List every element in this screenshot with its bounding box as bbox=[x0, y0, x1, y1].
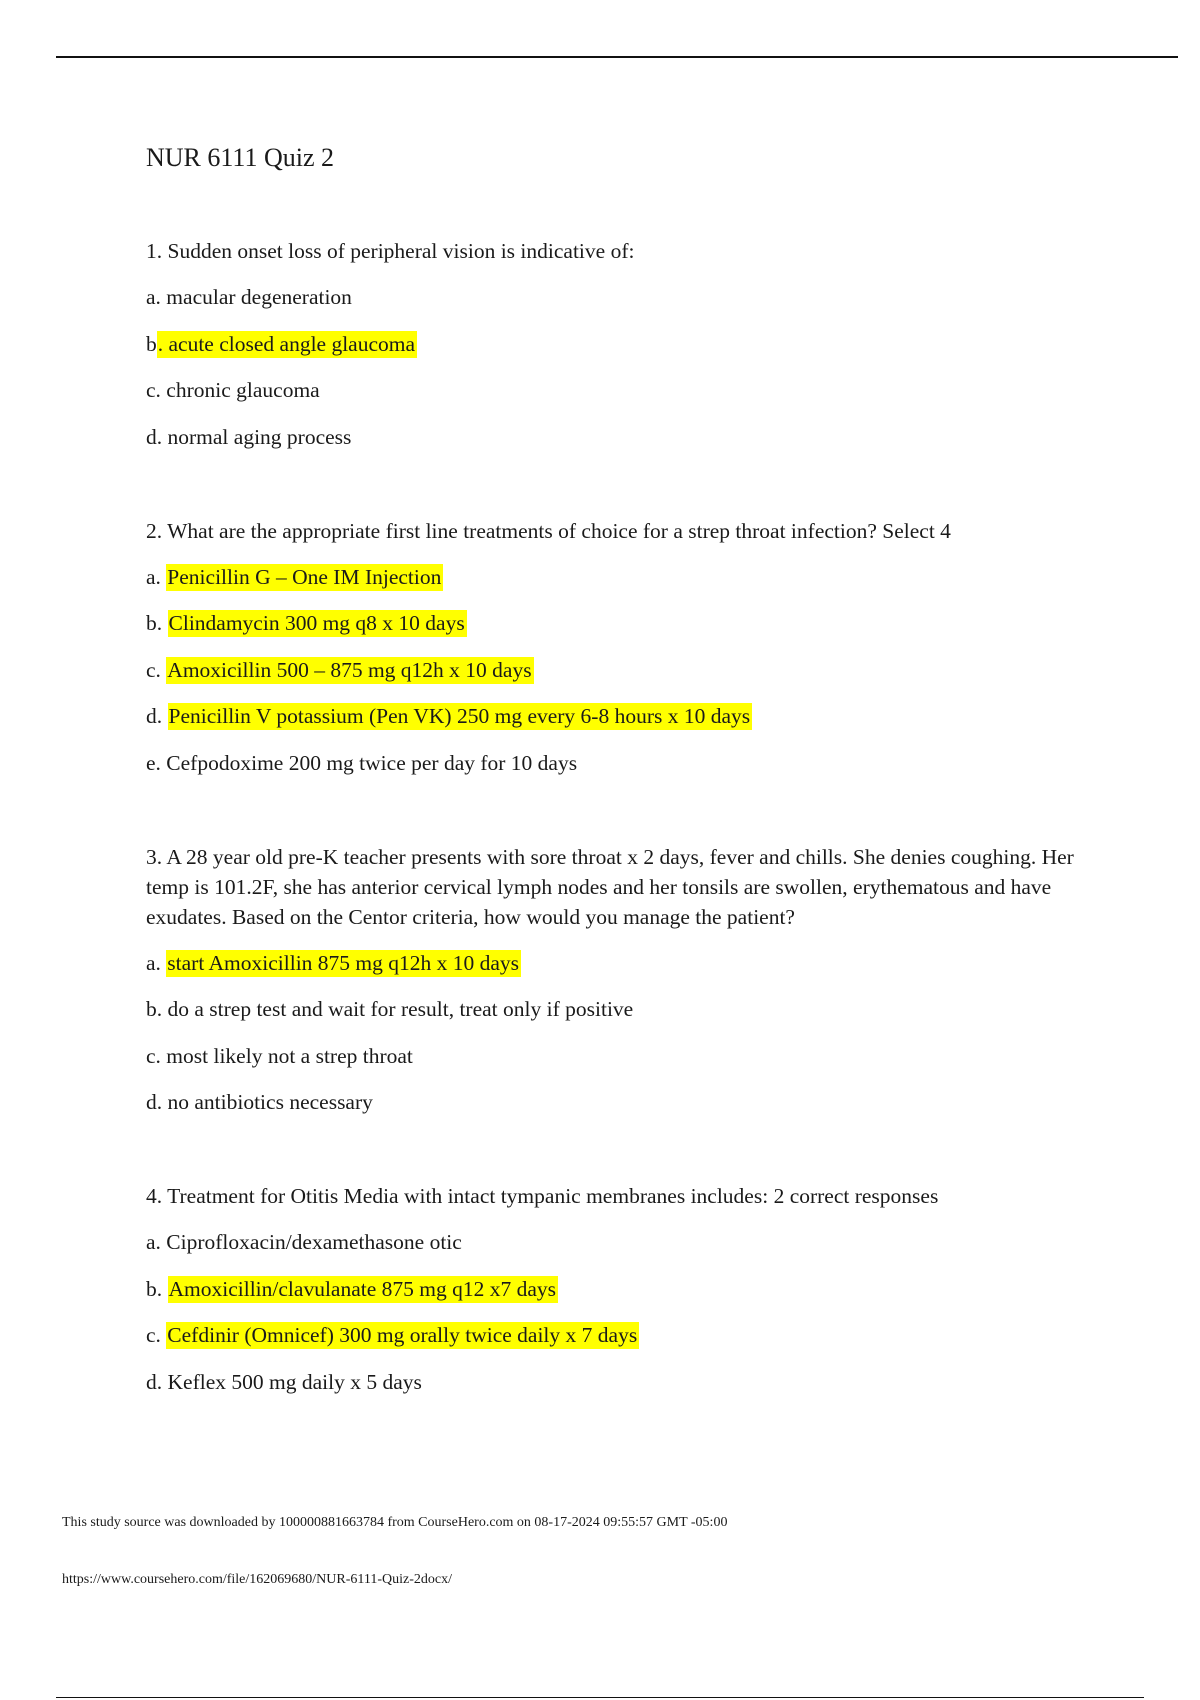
top-rule bbox=[56, 56, 1178, 58]
option-text: most likely not a strep throat bbox=[166, 1043, 413, 1068]
download-notice: This study source was downloaded by 100000881663784 from CourseHero.com on 08-17-2024 09:55:57 GMT -05:00 bbox=[62, 1515, 728, 1530]
option-text: Ciprofloxacin/dexamethasone otic bbox=[166, 1230, 462, 1255]
answer-option-highlighted: b. Amoxicillin/clavulanate 875 mg q12 x7 days bbox=[146, 1276, 557, 1301]
answer-option: d. Keflex 500 mg daily x 5 days bbox=[146, 1369, 422, 1394]
option-text: chronic glaucoma bbox=[166, 378, 320, 403]
answer-option-highlighted: a. Penicillin G – One IM Injection bbox=[146, 564, 442, 589]
answer-option: c. most likely not a strep throat bbox=[146, 1043, 413, 1068]
answer-option: d. no antibiotics necessary bbox=[146, 1090, 373, 1115]
option-text: macular degeneration bbox=[166, 285, 352, 310]
answer-option: b. do a strep test and wait for result, treat only if positive bbox=[146, 997, 634, 1022]
document-title: NUR 6111 Quiz 2 bbox=[146, 143, 335, 172]
option-text: Keflex 500 mg daily x 5 days bbox=[167, 1369, 422, 1394]
question-3 bbox=[146, 842, 1091, 1118]
answer-option-highlighted: a. start Amoxicillin 875 mg q12h x 10 days bbox=[146, 950, 520, 975]
source-url[interactable]: https://www.coursehero.com/file/162069680/NUR-6111-Quiz-2docx/ bbox=[62, 1572, 452, 1587]
question-prompt: 3. A 28 year old pre-K teacher presents with sore throat x 2 days, fever and chills. She denies coughing. Her temp is 101.2F, she has anterior cervical lymph nodes and her tonsils are swollen, erythematous and have exudates. Based on the Centor criteria, how would you manage the patient? bbox=[146, 844, 1074, 929]
answer-option-highlighted: b. Clindamycin 300 mg q8 x 10 days bbox=[146, 611, 465, 636]
highlighted-answer: start Amoxicillin 875 mg q12h x 10 days bbox=[167, 950, 520, 975]
highlighted-answer: Penicillin G – One IM Injection bbox=[167, 564, 442, 589]
option-text: Cefpodoxime 200 mg twice per day for 10 days bbox=[166, 750, 578, 775]
highlighted-answer: Amoxicillin 500 – 875 mg q12h x 10 days bbox=[167, 657, 532, 682]
highlighted-answer: Clindamycin 300 mg q8 x 10 days bbox=[168, 611, 465, 636]
answer-option: c. chronic glaucoma bbox=[146, 378, 320, 403]
highlighted-answer: Cefdinir (Omnicef) 300 mg orally twice daily x 7 days bbox=[167, 1323, 638, 1348]
answer-option-highlighted: c. Cefdinir (Omnicef) 300 mg orally twice daily x 7 days bbox=[146, 1323, 638, 1348]
question-prompt: 2. What are the appropriate first line treatments of choice for a strep throat infection? Select 4 bbox=[146, 518, 951, 543]
answer-option: e. Cefpodoxime 200 mg twice per day for 10 days bbox=[146, 750, 578, 775]
option-text: acute closed angle glaucoma bbox=[168, 331, 416, 356]
option-text: do a strep test and wait for result, treat only if positive bbox=[167, 997, 634, 1022]
answer-option-highlighted: c. Amoxicillin 500 – 875 mg q12h x 10 days bbox=[146, 657, 532, 682]
option-text: no antibiotics necessary bbox=[167, 1090, 373, 1115]
option-text: normal aging process bbox=[167, 424, 352, 449]
answer-option-highlighted: d. Penicillin V potassium (Pen VK) 250 mg every 6-8 hours x 10 days bbox=[146, 704, 751, 729]
question-4 bbox=[146, 1181, 1091, 1397]
quiz-document bbox=[146, 142, 1091, 1461]
question-prompt: 1. Sudden onset loss of peripheral vision is indicative of: bbox=[146, 239, 635, 264]
answer-option: a. macular degeneration bbox=[146, 285, 352, 310]
answer-option-highlighted: b. acute closed angle glaucoma bbox=[146, 331, 416, 356]
question-1 bbox=[146, 236, 1091, 452]
highlighted-answer: . acute closed angle glaucoma bbox=[157, 331, 416, 356]
answer-option: d. normal aging process bbox=[146, 424, 352, 449]
question-prompt: 4. Treatment for Otitis Media with intact tympanic membranes includes: 2 correct responses bbox=[146, 1184, 939, 1209]
bottom-rule bbox=[56, 1697, 1144, 1698]
answer-option: a. Ciprofloxacin/dexamethasone otic bbox=[146, 1230, 462, 1255]
highlighted-answer: Amoxicillin/clavulanate 875 mg q12 x7 days bbox=[168, 1276, 557, 1301]
highlighted-answer: Penicillin V potassium (Pen VK) 250 mg every 6-8 hours x 10 days bbox=[168, 704, 751, 729]
question-2 bbox=[146, 516, 1091, 778]
